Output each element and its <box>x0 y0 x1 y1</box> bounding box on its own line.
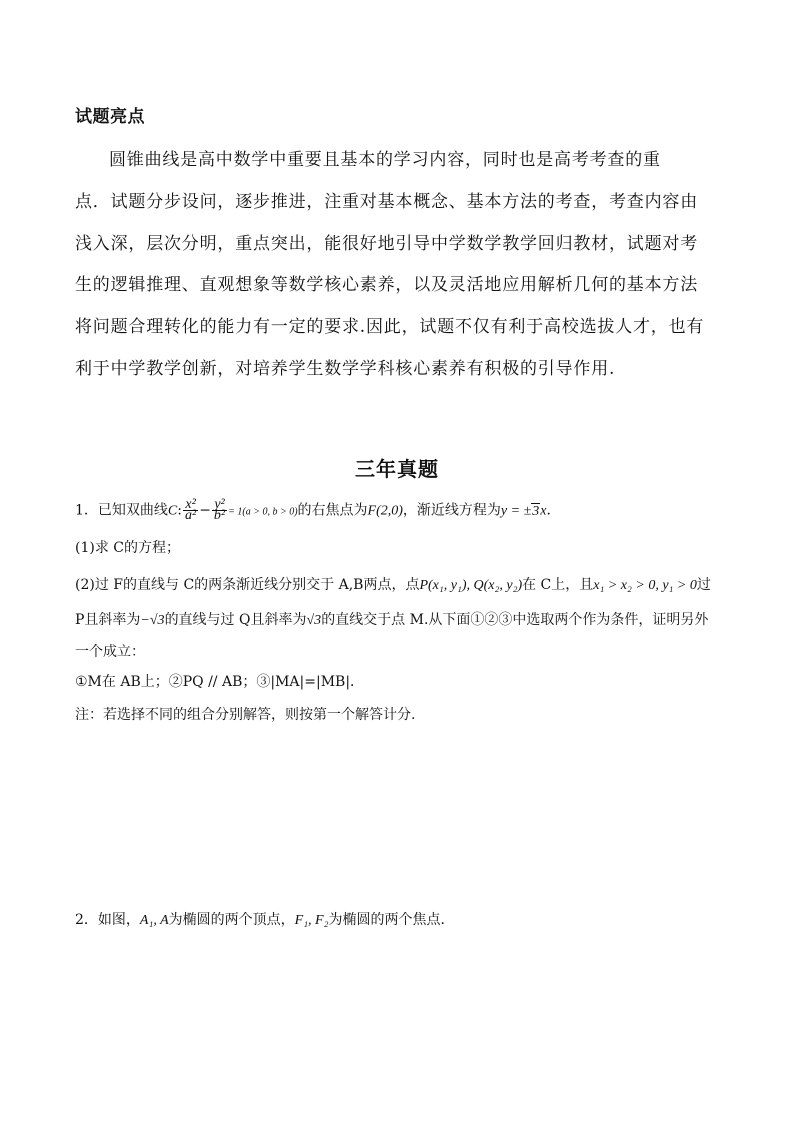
section-title: 三年真题 <box>355 457 439 481</box>
q1-note: 注：若选择不同的组合分别解答，则按第一个解答计分. <box>75 707 416 723</box>
q1-stem: 1．已知双曲线C: $\frac{\text{x²}}{\text{a²}}$ − $\frac{\text{y²}}{\text{b²}}$ = 1(a > 0, b > 0)的右焦点为F(2,0)，渐近线方程为y = ±3x． <box>75 497 561 523</box>
paragraph-line: 点．试题分步设问，逐步推进，注重对基本概念、基本方法的考查，考查内容由 <box>75 191 698 212</box>
q1-part1: (1)求 C的方程； <box>75 540 180 556</box>
paragraph-line: 浅入深，层次分明，重点突出，能很好地引导中学数学教学回归教材，试题对考 <box>75 233 698 254</box>
fraction: $\frac{\text{x²}}{\text{a²}}$ <box>184 497 197 523</box>
q2-stem: 2．如图，A₁, A为椭圆的两个顶点，F₁, F₂为椭圆的两个焦点． <box>75 912 455 928</box>
highlight-heading: 试题亮点 <box>75 107 145 127</box>
q1-conditions: ①M在 AB上；②PQ // AB；③|MA|=|MB|． <box>75 674 365 690</box>
paragraph-line: 将问题合理转化的能力有一定的要求.因此，试题不仅有利于高校选拔人才，也有 <box>75 317 705 338</box>
q1-part2: (2)过 F的直线与 C的两条渐近线分别交于 A,B两点，点P(x₁, y₁), Q(x₂, y₂)在 C上，且x₁ > x₂ > 0, y₁ > 0过 <box>75 577 711 593</box>
fraction: $\frac{\text{y²}}{\text{b²}}$ <box>213 497 226 523</box>
paragraph-line: 利于中学教学创新，对培养学生数学学科核心素养有积极的引导作用. <box>75 358 616 379</box>
highlight-paragraph <box>75 140 735 391</box>
q1-part2-line3: 一个成立： <box>75 644 145 660</box>
paragraph-line: 生的逻辑推理、直观想象等数学核心素养，以及灵活地应用解析几何的基本方法 <box>75 275 698 296</box>
q1-part2-line2: P且斜率为−√3的直线与过 Q且斜率为√3的直线交于点 M.从下面①②③中选取两个作为条件，证明另外 <box>75 612 709 628</box>
paragraph-line: 圆锥曲线是高中数学中重要且基本的学习内容，同时也是高考考查的重 <box>109 150 661 170</box>
